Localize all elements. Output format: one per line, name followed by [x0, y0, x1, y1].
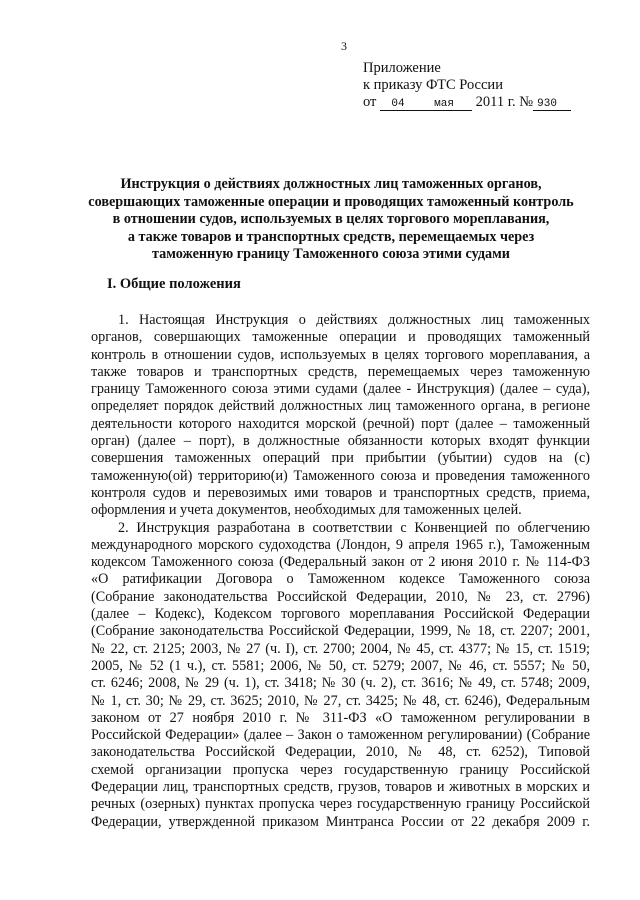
appendix-order-ref: к приказу ФТС России [363, 77, 503, 93]
paragraph-2 [91, 520, 590, 831]
text-line: орган) (далее – порт), в должностные обязанности которых входят функции [91, 433, 590, 450]
text-line: Федерации лиц, транспортных средств, грузов, товаров и животных в морских и [91, 779, 590, 796]
text-line: кодексом Таможенного союза (Федеральный закон от 2 июня 2010 г. № 114-ФЗ [91, 554, 590, 571]
date-prefix: от [363, 94, 377, 110]
text-line: № 1, ст. 30; № 29, ст. 3625; 2010, № 27, ст. 3425; № 48, ст. 6246), Федеральным [91, 692, 590, 709]
date-month: мая [416, 98, 472, 111]
text-line: границу Таможенного союза этими судами (далее - Инструкция) (далее – суда), [91, 381, 590, 398]
text-line: ст. 6246; 2008, № 29 (ч. 1), ст. 3418; № 30 (ч. 2), ст. 3616; № 49, ст. 5748; 2009, [91, 675, 590, 692]
title-line: совершающих таможенные операции и проводящих таможенный контроль [88, 193, 574, 210]
text-line: «О ратификации Договора о Таможенном кодексе Таможенного союза [91, 571, 590, 588]
title-line: а также товаров и транспортных средств, перемещаемых через [127, 228, 535, 245]
text-line: законом от 27 ноября 2010 г. № 311-ФЗ «О таможенном регулировании в [91, 709, 590, 726]
page-number: 3 [341, 39, 347, 53]
text-line: 2. Инструкция разработана в соответствии с Конвенцией по облегчению [118, 519, 590, 536]
text-line: схемой организации пропуска через государственную границу Российской [91, 761, 590, 778]
text-line: также товаров и транспортных средств, перемещаемых через таможенную [91, 363, 590, 380]
text-line: Российской Федерации» (далее – Закон о таможенном регулировании) (Собрание [91, 727, 590, 744]
title-line: таможенную границу Таможенного союза этими судами [152, 246, 510, 262]
text-line: (далее – Кодекс), Кодексом торгового мореплавания Российской Федерации [91, 606, 590, 623]
text-line: определяет порядок действий должностных лиц таможенного органа, в регионе [91, 398, 590, 415]
section-heading: I. Общие положения [107, 276, 241, 292]
text-line: международного морского судоходства (Лондон, 9 апреля 1965 г.), Таможенным [91, 536, 590, 553]
text-line: речных (озерных) пунктах пропуска через государственную границу Российской [91, 796, 590, 813]
text-line: № 22, ст. 2125; 2003, № 27 (ч. I), ст. 2700; 2004, № 45, ст. 4377; № 15, ст. 1519; [91, 640, 590, 657]
text-line: оформления и учета документов, необходимых для таможенных целей. [91, 502, 522, 519]
text-line: контроль в отношении судов, используемых в целях торгового мореплавания, а [91, 346, 590, 363]
title-line: Инструкция о действиях должностных лиц таможенных органов, [120, 176, 542, 192]
document-title [80, 176, 582, 264]
appendix-label: Приложение [363, 60, 441, 76]
appendix-header [363, 60, 571, 111]
text-line: Федерации, утвержденной приказом Минтранса России от 22 декабря 2009 г. [91, 813, 590, 830]
order-number: 930 [533, 98, 571, 111]
paragraph-1 [91, 312, 590, 520]
text-line: деятельности которого находится морской (речной) порт (далее – таможенный [91, 415, 590, 432]
document-body [91, 312, 590, 831]
appendix-date-line [363, 94, 571, 111]
title-line: в отношении судов, используемых в целях торгового мореплавания, [112, 211, 550, 227]
text-line: (Собрание законодательства Российской Федерации, 2010, № 23, ст. 2796) [91, 588, 590, 605]
text-line: 2005, № 52 (1 ч.), ст. 5581; 2006, № 50, ст. 5279; 2007, № 46, ст. 5557; № 50, [91, 657, 590, 674]
text-line: совершения таможенных операций при прибытии (убытии) судов на (с) [91, 450, 590, 467]
text-line: законодательства Российской Федерации, 2010, № 48, ст. 6252), Типовой [91, 744, 590, 761]
date-day: 04 [380, 98, 416, 111]
text-line: (Собрание законодательства Российской Федерации, 1999, № 18, ст. 2207; 2001, [91, 623, 590, 640]
text-line: таможенную(ой) территорию(и) Таможенного союза и проведения таможенного [91, 467, 590, 484]
text-line: органов, совершающих таможенные операции и проводящих таможенный [91, 329, 590, 346]
text-line: 1. Настоящая Инструкция о действиях должностных лиц таможенных [118, 312, 590, 328]
text-line: контроля судов и перевозимых ими товаров и транспортных средств, приема, [91, 484, 590, 501]
date-year: 2011 г. № [475, 94, 534, 110]
